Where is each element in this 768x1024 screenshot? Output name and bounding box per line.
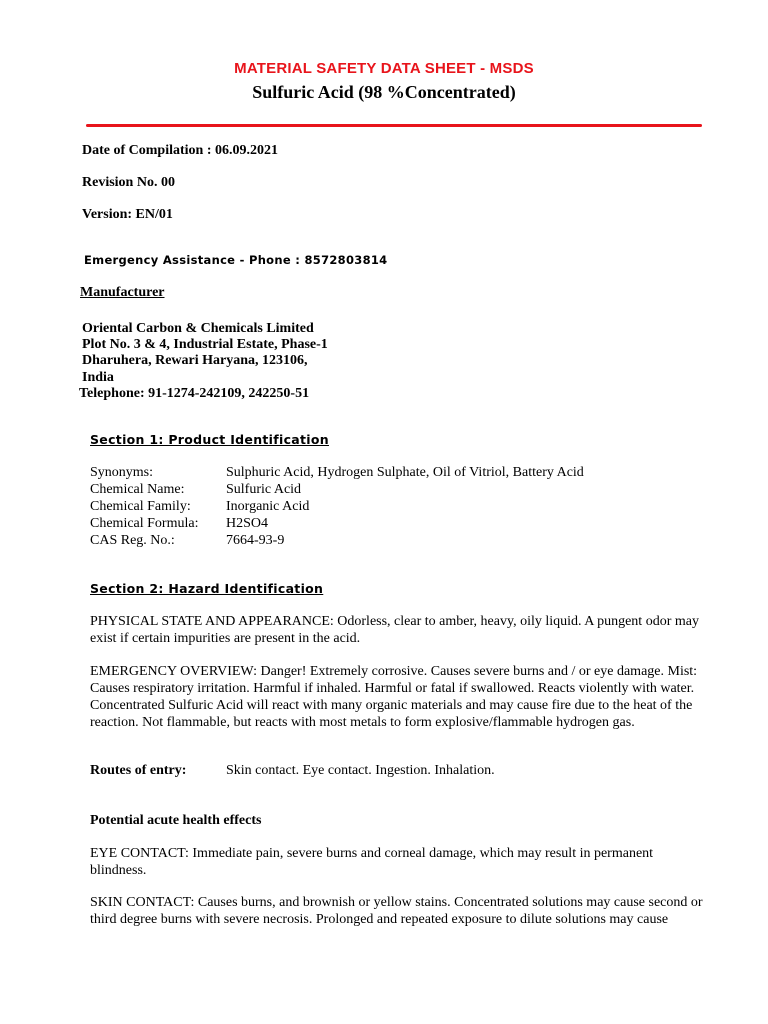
ident-row-cas-number <box>90 532 584 549</box>
acute-effects-heading: Potential acute health effects <box>90 813 262 828</box>
version: Version: EN/01 <box>82 207 173 222</box>
physical-state-paragraph: PHYSICAL STATE AND APPEARANCE: Odorless, clear to amber, heavy, oily liquid. A pungent odor may exist if certain impurities are present in the acid. <box>90 614 699 646</box>
ident-row-chemical-name <box>90 481 584 498</box>
date-of-compilation: Date of Compilation : 06.09.2021 <box>82 143 278 158</box>
manufacturer-country: India <box>82 370 114 385</box>
ident-row-chemical-formula <box>90 515 584 532</box>
ident-row-synonyms <box>90 464 584 481</box>
ident-label: Chemical Name: <box>90 482 185 497</box>
emergency-phone: Emergency Assistance - Phone : 8572803814 <box>84 253 388 267</box>
manufacturer-name: Oriental Carbon & Chemicals Limited <box>82 321 314 336</box>
routes-value: Skin contact. Eye contact. Ingestion. Inhalation. <box>226 763 495 778</box>
document-title: MATERIAL SAFETY DATA SHEET - MSDS <box>234 60 534 77</box>
section1-heading: Section 1: Product Identification <box>90 432 329 447</box>
ident-value: Inorganic Acid <box>226 499 310 514</box>
ident-row-chemical-family <box>90 498 584 515</box>
ident-value: Sulfuric Acid <box>226 482 302 497</box>
ident-value: Sulphuric Acid, Hydrogen Sulphate, Oil of Vitriol, Battery Acid <box>226 465 584 480</box>
emergency-overview-paragraph: EMERGENCY OVERVIEW: Danger! Extremely corrosive. Causes severe burns and / or eye damage. Mist: Causes respiratory irritation. Harmful if inhaled. Harmful or fatal if swallowed. Reacts violently with water. Concentrated Sulfuric Acid will react with many organic materials and may cause fire due to the heat of the reaction. Not flammable, but reacts with most metals to form explosive/flammable hydrogen gas. <box>90 664 698 730</box>
title-divider <box>86 124 702 127</box>
section2-heading: Section 2: Hazard Identification <box>90 581 324 596</box>
ident-label: Chemical Family: <box>90 499 191 514</box>
skin-contact-paragraph: SKIN CONTACT: Causes burns, and brownish or yellow stains. Concentrated solutions may cause second or third degree burns with severe necrosis. Prolonged and repeated exposure to dilute solutions may cause <box>90 895 703 927</box>
document-subtitle: Sulfuric Acid (98 %Concentrated) <box>252 82 516 102</box>
product-identification-table <box>90 464 584 549</box>
routes-of-entry <box>90 763 495 779</box>
ident-value: H2SO4 <box>226 516 269 531</box>
manufacturer-address-line1: Plot No. 3 & 4, Industrial Estate, Phase-1 <box>82 337 328 352</box>
ident-label: Synonyms: <box>90 465 154 480</box>
ident-label: CAS Reg. No.: <box>90 533 175 548</box>
ident-label: Chemical Formula: <box>90 516 199 531</box>
manufacturer-address-line2: Dharuhera, Rewari Haryana, 123106, <box>82 353 308 368</box>
revision-number: Revision No. 00 <box>82 175 175 190</box>
ident-value: 7664-93-9 <box>226 533 285 548</box>
routes-label: Routes of entry: <box>90 763 187 778</box>
eye-contact-paragraph: EYE CONTACT: Immediate pain, severe burns and corneal damage, which may result in permanent blindness. <box>90 846 654 878</box>
manufacturer-telephone: Telephone: 91-1274-242109, 242250-51 <box>79 386 310 401</box>
manufacturer-heading: Manufacturer <box>80 285 165 300</box>
